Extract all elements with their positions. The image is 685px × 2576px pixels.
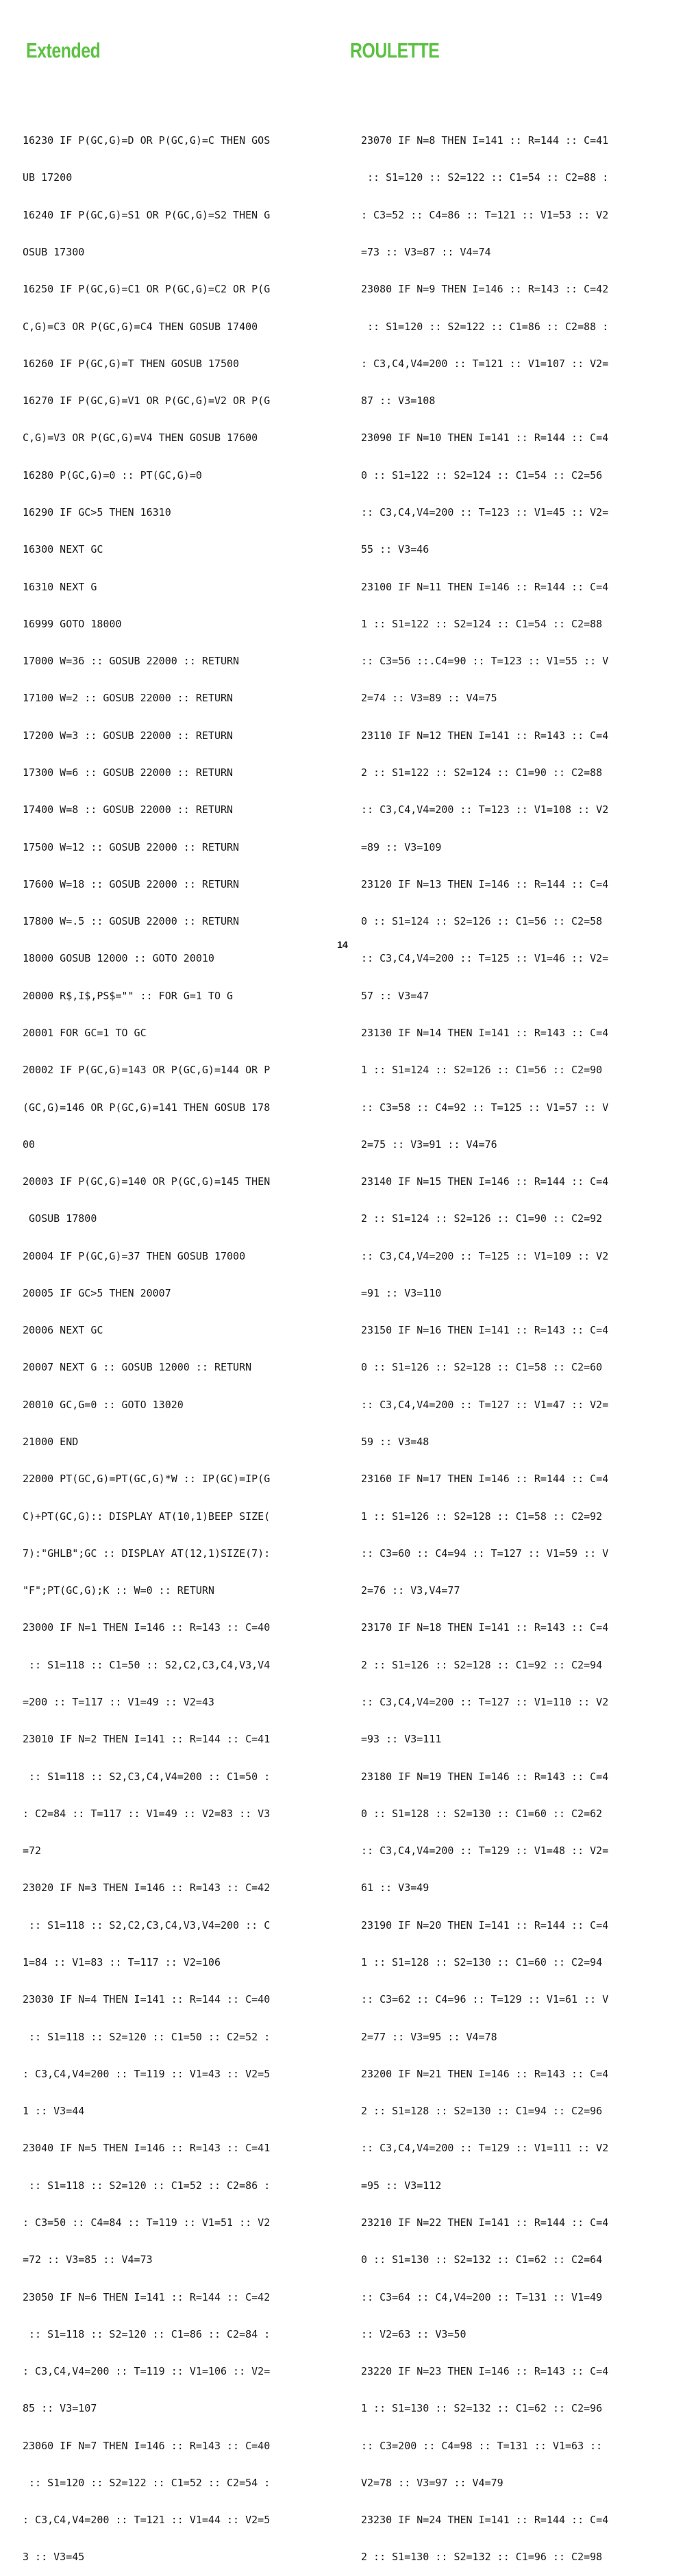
code-line: 2=76 :: V3,V4=77: [361, 1584, 460, 1597]
code-line: 2=74 :: V3=89 :: V4=75: [361, 692, 497, 705]
code-line: 20010 GC,G=0 :: GOTO 13020: [23, 1398, 184, 1411]
code-line: 20000 R$,I$,PS$="" :: FOR G=1 TO G: [23, 989, 234, 1002]
code-line: 23050 IF N=6 THEN I=141 :: R=144 :: C=42: [23, 2290, 271, 2303]
code-line: : C2=84 :: T=117 :: V1=49 :: V2=83 :: V3: [23, 1807, 271, 1820]
code-line: GOSUB 17800: [23, 1212, 97, 1225]
code-line: 20003 IF P(GC,G)=140 OR P(GC,G)=145 THEN: [23, 1175, 271, 1188]
code-line: :: S1=120 :: S2=122 :: C1=54 :: C2=88 :: [361, 171, 609, 184]
code-line: C,G)=V3 OR P(GC,G)=V4 THEN GOSUB 17600: [23, 432, 258, 445]
code-line: 20004 IF P(GC,G)=37 THEN GOSUB 17000: [23, 1249, 246, 1262]
code-line: 55 :: V3=46: [361, 543, 429, 556]
code-line: 1 :: V3=44: [23, 2105, 85, 2118]
code-line: 23040 IF N=5 THEN I=146 :: R=143 :: C=41: [23, 2142, 271, 2155]
code-line: 20006 NEXT GC: [23, 1324, 103, 1337]
code-line: :: C3,C4,V4=200 :: T=125 :: V1=109 :: V2: [361, 1249, 609, 1262]
code-line: : C3,C4,V4=200 :: T=119 :: V1=43 :: V2=5: [23, 2067, 271, 2080]
code-line: 23180 IF N=19 THEN I=146 :: R=143 :: C=4: [361, 1770, 609, 1783]
code-line: 23170 IF N=18 THEN I=141 :: R=143 :: C=4: [361, 1621, 609, 1634]
code-line: 23030 IF N=4 THEN I=141 :: R=144 :: C=40: [23, 1993, 271, 2006]
code-line: 23200 IF N=21 THEN I=146 :: R=143 :: C=4: [361, 2067, 609, 2080]
code-line: 16999 GOTO 18000: [23, 617, 122, 630]
code-line: :: S1=120 :: S2=122 :: C1=52 :: C2=54 :: [23, 2476, 271, 2489]
code-line: 23220 IF N=23 THEN I=146 :: R=143 :: C=4: [361, 2365, 609, 2378]
code-line: 7):"GHLB";GC :: DISPLAY AT(12,1)SIZE(7):: [23, 1547, 271, 1560]
code-line: 23190 IF N=20 THEN I=141 :: R=144 :: C=4: [361, 1918, 609, 1931]
code-line: :: S1=118 :: S2=120 :: C1=50 :: C2=52 :: [23, 2030, 271, 2043]
code-line: 23020 IF N=3 THEN I=146 :: R=143 :: C=42: [23, 1881, 271, 1895]
code-line: 23060 IF N=7 THEN I=146 :: R=143 :: C=40: [23, 2439, 271, 2452]
code-line: :: C3=200 :: C4=98 :: T=131 :: V1=63 ::: [361, 2439, 603, 2452]
code-line: 17800 W=.5 :: GOSUB 22000 :: RETURN: [23, 915, 240, 928]
code-line: 1 :: S1=130 :: S2=132 :: C1=62 :: C2=96: [361, 2402, 603, 2415]
code-line: V2=78 :: V3=97 :: V4=79: [361, 2476, 503, 2489]
code-line: =93 :: V3=111: [361, 1733, 442, 1746]
code-line: =89 :: V3=109: [361, 840, 442, 853]
code-line: :: S1=118 :: S2,C2,C3,C4,V3,V4=200 :: C: [23, 1918, 271, 1931]
code-line: :: S1=118 :: S2,C3,C4,V4=200 :: C1=50 :: [23, 1770, 271, 1783]
code-line: 1 :: S1=122 :: S2=124 :: C1=54 :: C2=88: [361, 617, 603, 630]
code-line: 16300 NEXT GC: [23, 543, 103, 556]
code-line: :: C3=58 :: C4=92 :: T=125 :: V1=57 :: V: [361, 1101, 609, 1114]
code-line: 17400 W=8 :: GOSUB 22000 :: RETURN: [23, 803, 234, 816]
code-listing-left-column: [23, 110, 270, 2576]
code-line: 57 :: V3=47: [361, 989, 429, 1002]
code-line: : C3=52 :: C4=86 :: T=121 :: V1=53 :: V2: [361, 208, 609, 221]
code-line: OSUB 17300: [23, 246, 85, 259]
code-line: =200 :: T=117 :: V1=49 :: V2=43: [23, 1696, 214, 1708]
code-line: 2 :: S1=130 :: S2=132 :: C1=96 :: C2=98: [361, 2551, 603, 2564]
code-line: 16270 IF P(GC,G)=V1 OR P(GC,G)=V2 OR P(G: [23, 395, 271, 408]
code-line: 1=84 :: V1=83 :: T=117 :: V2=106: [23, 1955, 221, 1968]
code-line: :: S1=120 :: S2=122 :: C1=86 :: C2=88 :: [361, 320, 609, 333]
code-line: 23000 IF N=1 THEN I=146 :: R=143 :: C=40: [23, 1621, 271, 1634]
code-line: 1 :: S1=128 :: S2=130 :: C1=60 :: C2=94: [361, 1955, 603, 1968]
code-line: :: C3,C4,V4=200 :: T=127 :: V1=47 :: V2=: [361, 1398, 609, 1411]
code-line: 00: [23, 1138, 36, 1151]
code-line: 3 :: V3=45: [23, 2551, 85, 2564]
code-line: :: S1=118 :: C1=50 :: S2,C2,C3,C4,V3,V4: [23, 1658, 271, 1671]
code-line: 2 :: S1=122 :: S2=124 :: C1=90 :: C2=88: [361, 766, 603, 779]
code-line: 2 :: S1=126 :: S2=128 :: C1=92 :: C2=94: [361, 1658, 603, 1671]
code-line: 20001 FOR GC=1 TO GC: [23, 1026, 147, 1039]
code-line: 61 :: V3=49: [361, 1881, 429, 1895]
code-line: 23150 IF N=16 THEN I=141 :: R=143 :: C=4: [361, 1324, 609, 1337]
code-line: 2 :: S1=128 :: S2=130 :: C1=94 :: C2=96: [361, 2105, 603, 2118]
code-line: 17600 W=18 :: GOSUB 22000 :: RETURN: [23, 877, 240, 890]
code-line: :: V2=63 :: V3=50: [361, 2327, 466, 2340]
code-line: 0 :: S1=122 :: S2=124 :: C1=54 :: C2=56: [361, 468, 603, 482]
code-line: =73 :: V3=87 :: V4=74: [361, 246, 491, 259]
code-line: 0 :: S1=128 :: S2=130 :: C1=60 :: C2=62: [361, 1807, 603, 1820]
code-line: : C3,C4,V4=200 :: T=119 :: V1=106 :: V2=: [23, 2365, 271, 2378]
code-line: :: C3,C4,V4=200 :: T=123 :: V1=45 :: V2=: [361, 506, 609, 518]
code-line: 23130 IF N=14 THEN I=141 :: R=143 :: C=4: [361, 1026, 609, 1039]
code-line: "F";PT(GC,G);K :: W=0 :: RETURN: [23, 1584, 214, 1597]
code-line: 17300 W=6 :: GOSUB 22000 :: RETURN: [23, 766, 234, 779]
code-line: :: C3,C4,V4=200 :: T=123 :: V1=108 :: V2: [361, 803, 609, 816]
code-line: 0 :: S1=130 :: S2=132 :: C1=62 :: C2=64: [361, 2253, 603, 2266]
code-line: 23160 IF N=17 THEN I=146 :: R=144 :: C=4: [361, 1473, 609, 1486]
code-line: 17500 W=12 :: GOSUB 22000 :: RETURN: [23, 840, 240, 853]
code-line: 16250 IF P(GC,G)=C1 OR P(GC,G)=C2 OR P(G: [23, 283, 271, 296]
code-line: 1 :: S1=124 :: S2=126 :: C1=56 :: C2=90: [361, 1064, 603, 1077]
code-line: 87 :: V3=108: [361, 395, 436, 408]
code-line: 16310 NEXT G: [23, 580, 97, 593]
code-line: :: C3=56 ::.C4=90 :: T=123 :: V1=55 :: V: [361, 655, 609, 668]
code-line: : C3=50 :: C4=84 :: T=119 :: V1=51 :: V2: [23, 2216, 271, 2229]
code-line: 23230 IF N=24 THEN I=141 :: R=144 :: C=4: [361, 2514, 609, 2527]
code-line: 0 :: S1=126 :: S2=128 :: C1=58 :: C2=60: [361, 1361, 603, 1374]
code-line: 23140 IF N=15 THEN I=146 :: R=144 :: C=4: [361, 1175, 609, 1188]
code-line: =72 :: V3=85 :: V4=73: [23, 2253, 153, 2266]
code-line: : C3,C4,V4=200 :: T=121 :: V1=107 :: V2=: [361, 357, 609, 370]
code-line: :: C3=60 :: C4=94 :: T=127 :: V1=59 :: V: [361, 1547, 609, 1560]
code-line: 23100 IF N=11 THEN I=146 :: R=144 :: C=4: [361, 580, 609, 593]
code-line: 16290 IF GC>5 THEN 16310: [23, 506, 171, 518]
code-line: 23110 IF N=12 THEN I=141 :: R=143 :: C=4: [361, 729, 609, 742]
code-line: 17100 W=2 :: GOSUB 22000 :: RETURN: [23, 692, 234, 705]
code-line: 23010 IF N=2 THEN I=141 :: R=144 :: C=41: [23, 1733, 271, 1746]
header-left-title: Extended: [26, 38, 101, 62]
code-line: :: C3,C4,V4=200 :: T=129 :: V1=111 :: V2: [361, 2142, 609, 2155]
code-line: 21000 END: [23, 1436, 79, 1449]
code-line: 16240 IF P(GC,G)=S1 OR P(GC,G)=S2 THEN G: [23, 208, 271, 221]
code-line: 1 :: S1=126 :: S2=128 :: C1=58 :: C2=92: [361, 1510, 603, 1523]
code-line: :: S1=118 :: S2=120 :: C1=52 :: C2=86 :: [23, 2179, 271, 2192]
code-line: 20005 IF GC>5 THEN 20007: [23, 1286, 171, 1299]
code-line: (GC,G)=146 OR P(GC,G)=141 THEN GOSUB 178: [23, 1101, 271, 1114]
code-line: 23070 IF N=8 THEN I=141 :: R=144 :: C=41: [361, 134, 609, 147]
code-line: =72: [23, 1845, 42, 1858]
code-line: :: S1=118 :: S2=120 :: C1=86 :: C2=84 :: [23, 2327, 271, 2340]
code-line: 0 :: S1=124 :: S2=126 :: C1=56 :: C2=58: [361, 915, 603, 928]
code-line: 2 :: S1=124 :: S2=126 :: C1=90 :: C2=92: [361, 1212, 603, 1225]
code-line: 18000 GOSUB 12000 :: GOTO 20010: [23, 952, 214, 965]
code-line: :: C3=62 :: C4=96 :: T=129 :: V1=61 :: V: [361, 1993, 609, 2006]
code-line: UB 17200: [23, 171, 73, 184]
code-line: 22000 PT(GC,G)=PT(GC,G)*W :: IP(GC)=IP(G: [23, 1473, 271, 1486]
code-line: :: C3,C4,V4=200 :: T=125 :: V1=46 :: V2=: [361, 952, 609, 965]
code-line: 2=77 :: V3=95 :: V4=78: [361, 2030, 497, 2043]
code-line: 2=75 :: V3=91 :: V4=76: [361, 1138, 497, 1151]
code-line: 16280 P(GC,G)=0 :: PT(GC,G)=0: [23, 468, 202, 482]
code-listing-right-column: [361, 110, 608, 2576]
code-line: =91 :: V3=110: [361, 1286, 442, 1299]
code-line: 20002 IF P(GC,G)=143 OR P(GC,G)=144 OR P: [23, 1064, 271, 1077]
code-line: C)+PT(GC,G):: DISPLAY AT(10,1)BEEP SIZE(: [23, 1510, 271, 1523]
code-line: 20007 NEXT G :: GOSUB 12000 :: RETURN: [23, 1361, 252, 1374]
code-line: 16260 IF P(GC,G)=T THEN GOSUB 17500: [23, 357, 240, 370]
code-line: 23120 IF N=13 THEN I=146 :: R=144 :: C=4: [361, 877, 609, 890]
code-line: :: C3,C4,V4=200 :: T=129 :: V1=48 :: V2=: [361, 1845, 609, 1858]
code-line: :: C3=64 :: C4,V4=200 :: T=131 :: V1=49: [361, 2290, 603, 2303]
header-right-title: ROULETTE: [350, 38, 440, 62]
page-number: 14: [337, 939, 348, 950]
code-line: 23080 IF N=9 THEN I=146 :: R=143 :: C=42: [361, 283, 609, 296]
code-line: 17200 W=3 :: GOSUB 22000 :: RETURN: [23, 729, 234, 742]
code-line: 17000 W=36 :: GOSUB 22000 :: RETURN: [23, 655, 240, 668]
code-line: 16230 IF P(GC,G)=D OR P(GC,G)=C THEN GOS: [23, 134, 271, 147]
code-line: 85 :: V3=107: [23, 2402, 97, 2415]
code-line: :: C3,C4,V4=200 :: T=127 :: V1=110 :: V2: [361, 1696, 609, 1708]
code-line: C,G)=C3 OR P(GC,G)=C4 THEN GOSUB 17400: [23, 320, 258, 333]
code-line: 23210 IF N=22 THEN I=141 :: R=144 :: C=4: [361, 2216, 609, 2229]
code-line: : C3,C4,V4=200 :: T=121 :: V1=44 :: V2=5: [23, 2514, 271, 2527]
code-line: 23090 IF N=10 THEN I=141 :: R=144 :: C=4: [361, 432, 609, 445]
code-line: =95 :: V3=112: [361, 2179, 442, 2192]
code-line: 59 :: V3=48: [361, 1436, 429, 1449]
